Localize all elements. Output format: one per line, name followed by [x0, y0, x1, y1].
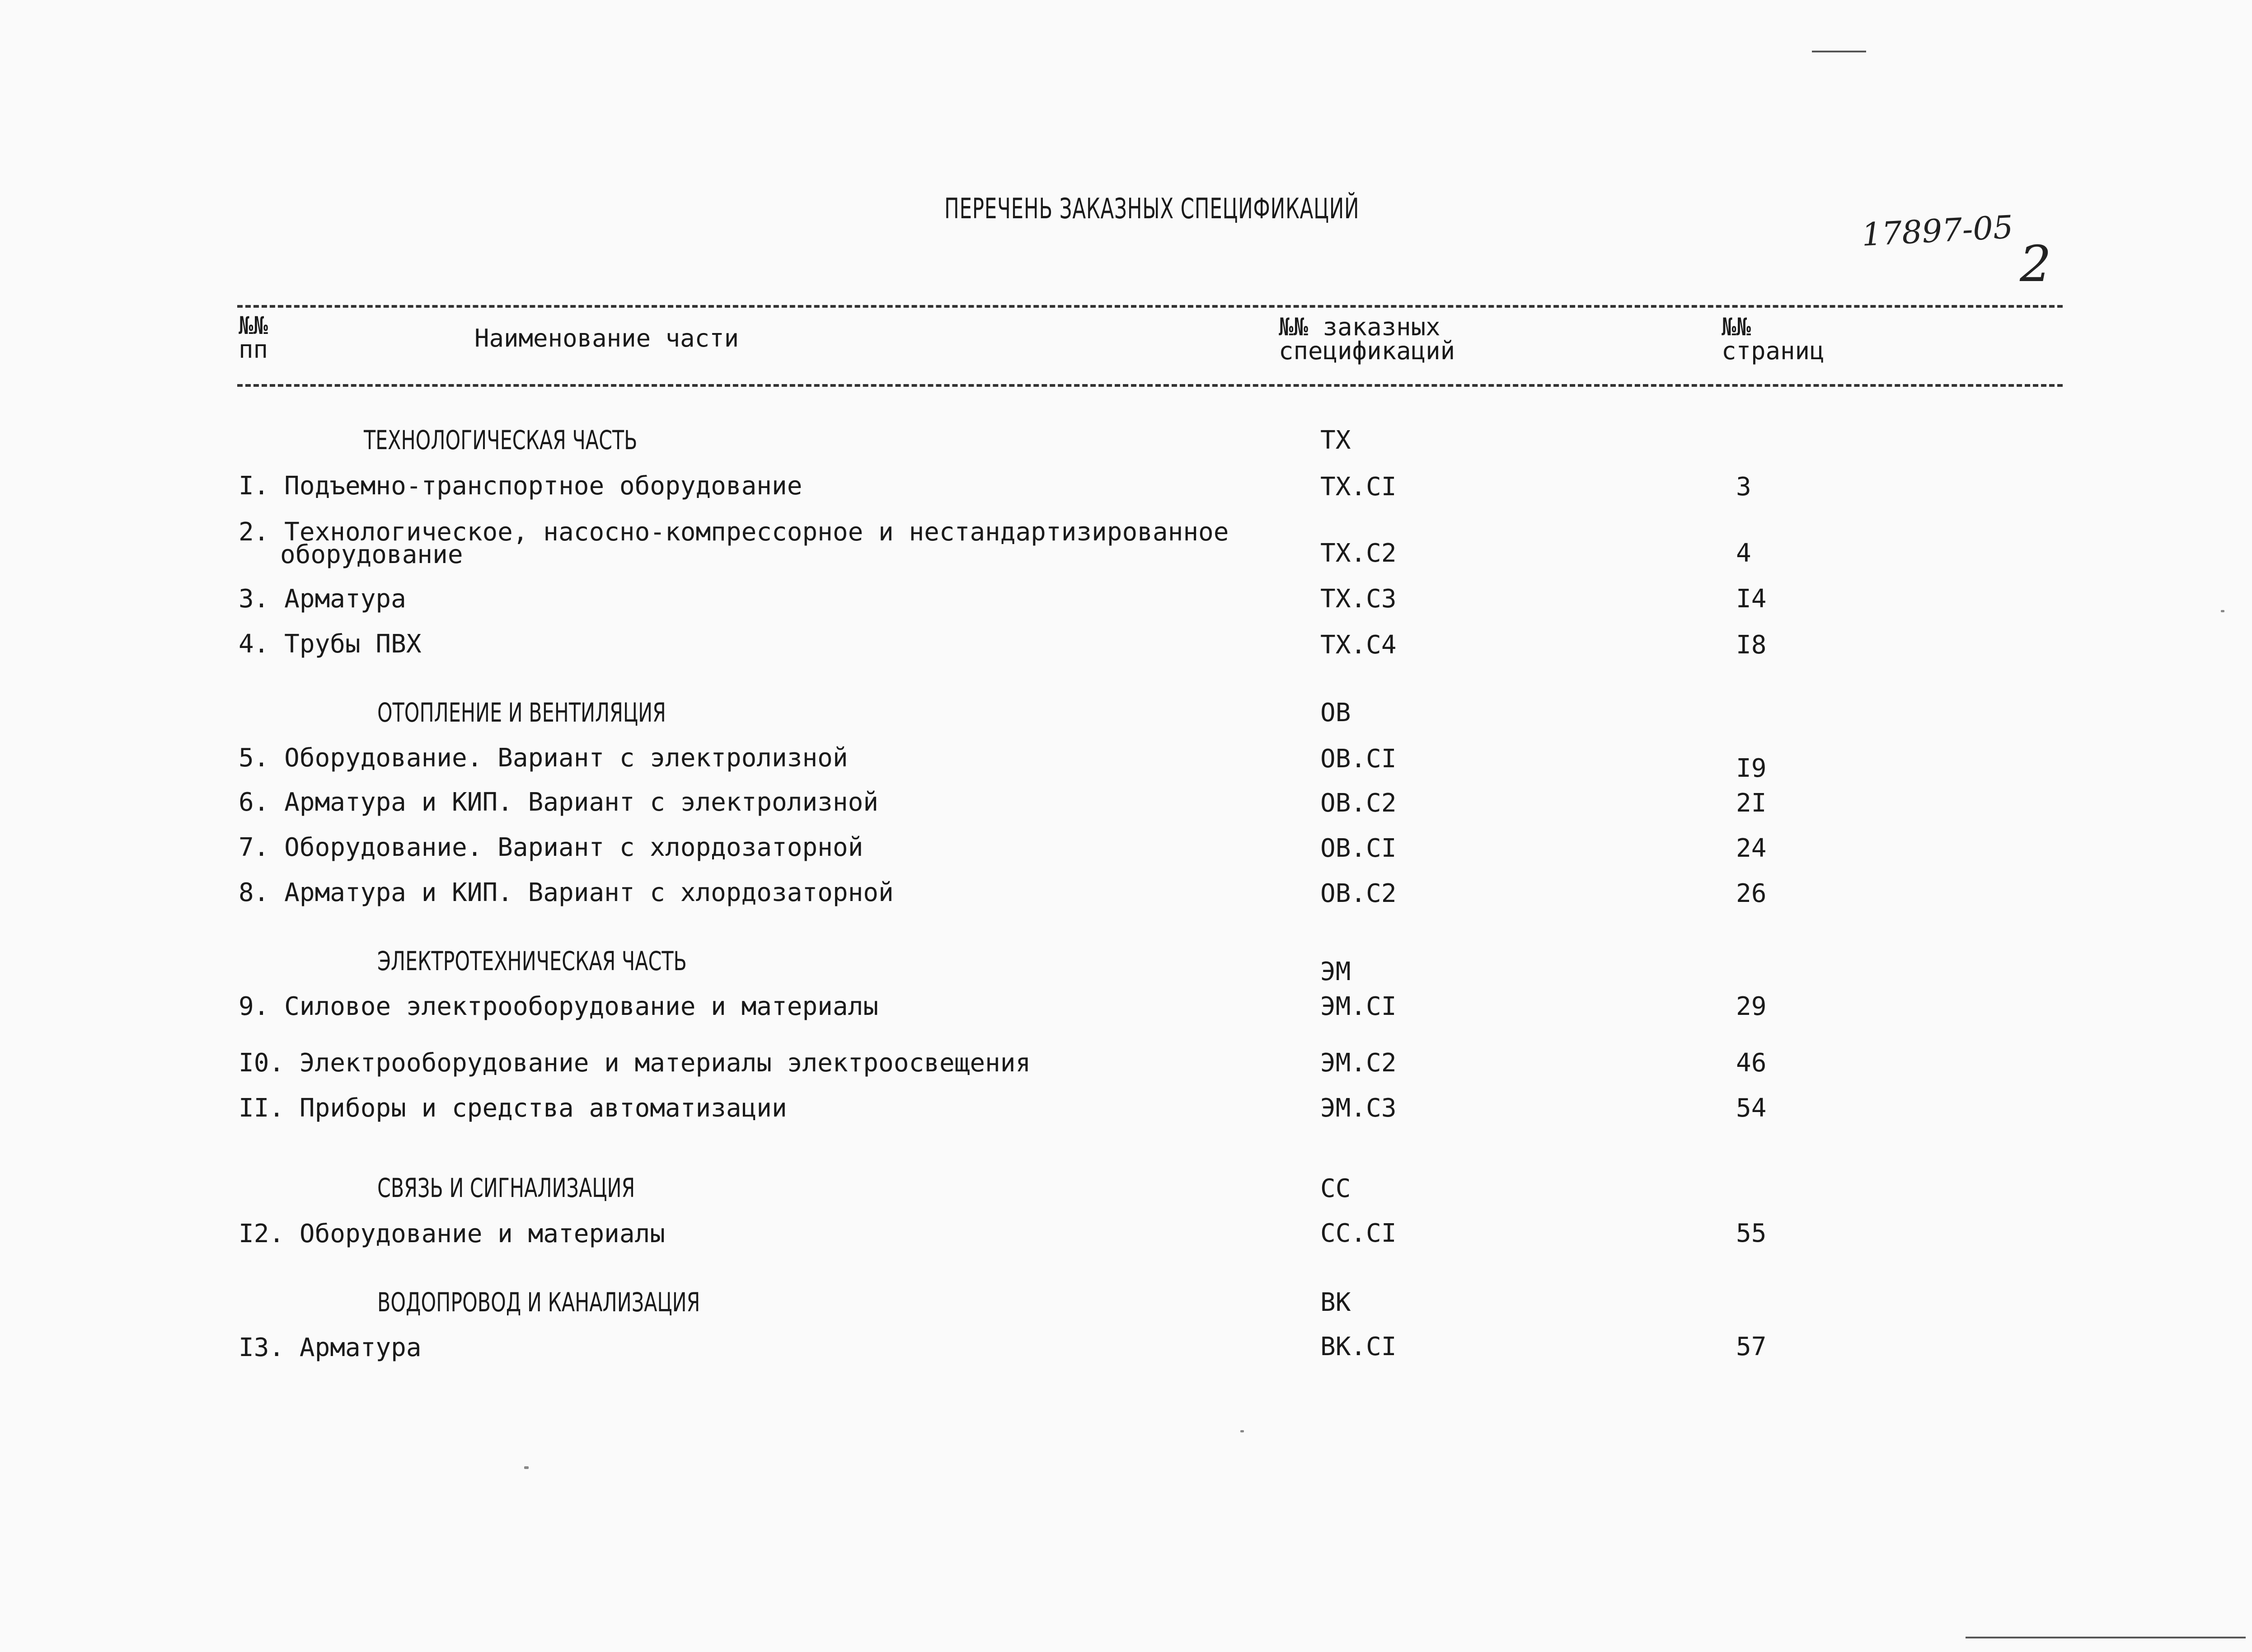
header-num-line2: пп	[239, 335, 268, 364]
header-spec-line2: спецификаций	[1279, 337, 1455, 365]
header-name: Наименование части	[474, 324, 739, 352]
list-item-page: 29	[1736, 992, 1767, 1021]
list-item-text: 2. Технологическое, насосно-компрессорное и нестандартизированное	[239, 517, 1229, 547]
section-code: ЭМ	[1320, 957, 1351, 986]
list-item-spec: СС.СI	[1320, 1219, 1397, 1248]
scan-speck	[2221, 610, 2224, 612]
section-code: ТХ	[1320, 426, 1351, 455]
list-item-text-cont: оборудование	[280, 540, 463, 569]
list-item-spec: ТХ.С4	[1320, 630, 1397, 660]
list-item-spec: ТХ.С2	[1320, 539, 1397, 568]
section-title: СВЯЗЬ И СИГНАЛИЗАЦИЯ	[377, 1173, 635, 1203]
list-item-spec: ЭМ.С3	[1320, 1094, 1397, 1123]
list-item-page: 46	[1736, 1048, 1767, 1078]
list-item-page: I4	[1736, 584, 1767, 614]
section-title: ЭЛЕКТРОТЕХНИЧЕСКАЯ ЧАСТЬ	[377, 946, 687, 976]
list-item-page: 55	[1736, 1219, 1767, 1248]
header-num-line1: №№	[239, 311, 268, 340]
section-title: ТЕХНОЛОГИЧЕСКАЯ ЧАСТЬ	[364, 425, 638, 455]
list-item-page: I8	[1736, 630, 1767, 660]
section-title: ВОДОПРОВОД И КАНАЛИЗАЦИЯ	[377, 1287, 700, 1318]
header-bottom-rule	[237, 384, 2063, 387]
header-top-rule	[237, 305, 2063, 308]
list-item-text: I. Подъемно-транспортное оборудование	[239, 471, 802, 501]
list-item-page: 4	[1736, 539, 1751, 568]
scan-edge-line	[1966, 1637, 2246, 1638]
list-item-spec: ОВ.СI	[1320, 744, 1397, 774]
list-item-text: I3. Арматура	[239, 1333, 422, 1362]
list-item-spec: ЭМ.СI	[1320, 992, 1397, 1021]
list-item-text: 3. Арматура	[239, 584, 406, 614]
scan-speck	[524, 1466, 529, 1469]
sheet-number-handwritten: 2	[2020, 235, 2051, 293]
list-item-spec: ВК.СI	[1320, 1332, 1397, 1361]
document-number-handwritten: 17897-05	[1861, 208, 2014, 253]
list-item-spec: ЭМ.С2	[1320, 1048, 1397, 1078]
list-item-page: 3	[1736, 472, 1751, 502]
list-item-text: 6. Арматура и КИП. Вариант с электролизной	[239, 788, 879, 817]
list-item-page: I9	[1736, 754, 1767, 783]
list-item-text: I2. Оборудование и материалы	[239, 1219, 666, 1248]
list-item-text: 5. Оборудование. Вариант с электролизной	[239, 743, 848, 773]
section-code: ОВ	[1320, 698, 1351, 727]
list-item-text: II. Приборы и средства автоматизации	[239, 1094, 787, 1123]
list-item-text: 4. Трубы ПВХ	[239, 629, 422, 659]
list-item-page: 26	[1736, 879, 1767, 908]
list-item-spec: ТХ.СI	[1320, 472, 1397, 502]
scan-speck	[1240, 1430, 1244, 1432]
header-pages-line1: №№	[1722, 313, 1751, 341]
list-item-spec: ТХ.С3	[1320, 584, 1397, 614]
section-code: ВК	[1320, 1288, 1351, 1317]
list-item-text: 7. Оборудование. Вариант с хлордозаторной	[239, 833, 863, 862]
list-item-text: I0. Электрооборудование и материалы электроосвещения	[239, 1048, 1031, 1078]
scan-edge-line	[1812, 51, 1866, 52]
list-item-spec: ОВ.С2	[1320, 788, 1397, 818]
list-item-spec: ОВ.С2	[1320, 879, 1397, 908]
document-title: ПЕРЕЧЕНЬ ЗАКАЗНЫХ СПЕЦИФИКАЦИЙ	[944, 192, 1360, 225]
list-item-page: 57	[1736, 1332, 1767, 1361]
list-item-page: 54	[1736, 1094, 1767, 1123]
section-title: ОТОПЛЕНИЕ И ВЕНТИЛЯЦИЯ	[377, 697, 666, 728]
header-spec-line1: №№ заказных	[1279, 313, 1440, 341]
list-item-text: 8. Арматура и КИП. Вариант с хлордозаторной	[239, 878, 894, 907]
list-item-spec: ОВ.СI	[1320, 834, 1397, 863]
list-item-page: 2I	[1736, 788, 1767, 818]
header-pages-line2: страниц	[1722, 337, 1825, 365]
section-code: СС	[1320, 1174, 1351, 1203]
list-item-text: 9. Силовое электрооборудование и материалы	[239, 992, 879, 1021]
list-item-page: 24	[1736, 834, 1767, 863]
